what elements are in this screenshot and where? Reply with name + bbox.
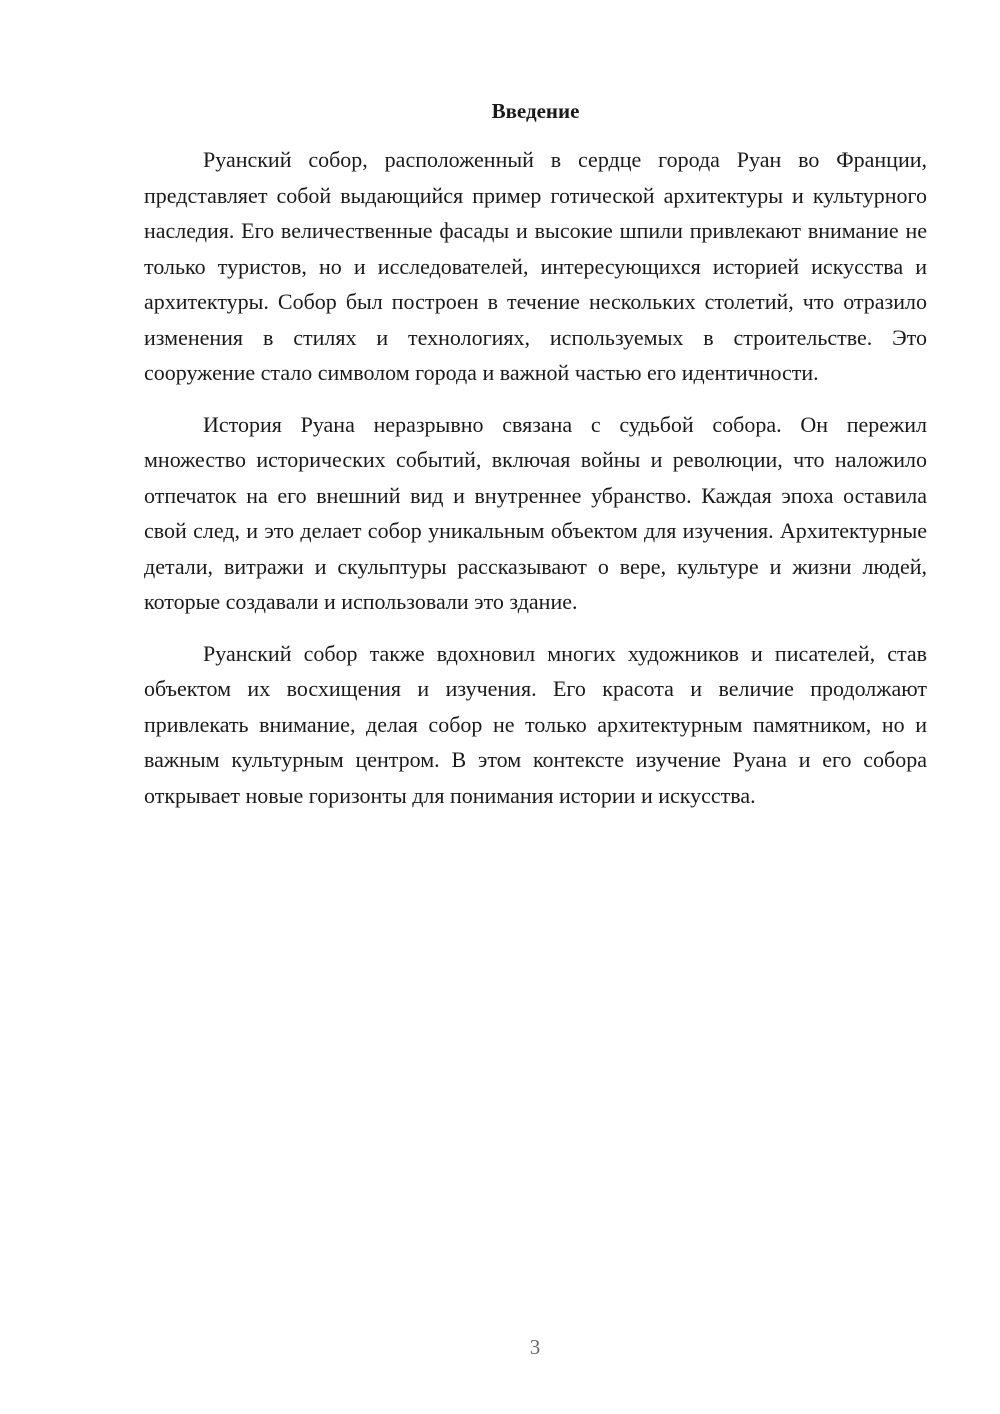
page-number: 3 xyxy=(529,1335,541,1359)
paragraph-3: Руанский собор также вдохновил многих художников и писателей, став объектом их восхищения и изучения. Его красота и величие продолжают привлекать внимание, делая собор не только архитектурным памятником, но и важным культурным центром. В этом контексте изучение Руана и его собора открывает новые горизонты для понимания истории и искусства. xyxy=(144,640,927,808)
paragraph-1: Руанский собор, расположенный в сердце города Руан во Франции, представляет собой выдающийся пример готической архитектуры и культурного наследия. Его величественные фасады и высокие шпили привлекают внимание не только туристов, но и исследователей, интересующихся историей искусства и архитектуры. Собор был построен в течение нескольких столетий, что отразило изменения в стилях и технологиях, используемых в строительстве. Это сооружение стало символом города и важной частью его идентичности. xyxy=(144,147,927,385)
section-heading: Введение xyxy=(491,99,580,123)
paragraph-2: История Руана неразрывно связана с судьбой собора. Он пережил множество исторических событий, включая войны и революции, что наложило отпечаток на его внешний вид и внутреннее убранство. Каждая эпоха оставила свой след, и это делает собор уникальным объектом для изучения. Архитектурные детали, витражи и скульптуры рассказывают о вере, культуре и жизни людей, которые создавали и использовали это здание. xyxy=(144,411,927,614)
body-text xyxy=(144,142,927,829)
